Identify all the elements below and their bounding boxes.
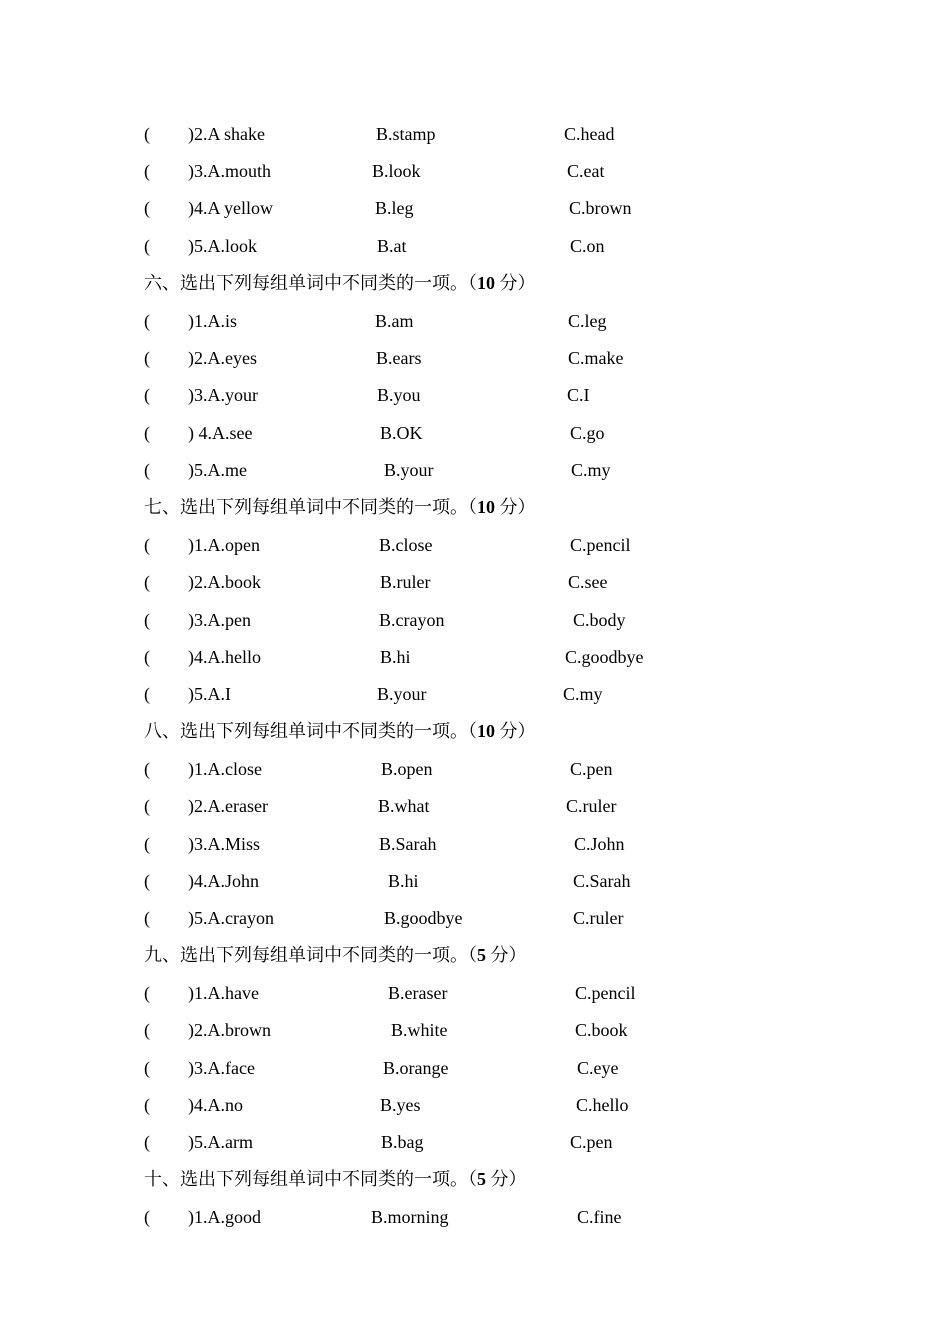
option-a: )3.A.face xyxy=(188,1058,255,1078)
option-a: )4.A yellow xyxy=(188,198,273,218)
option-b: B.look xyxy=(372,161,421,181)
option-b: B.morning xyxy=(371,1207,449,1227)
option-b: B.leg xyxy=(375,198,414,218)
option-b: B.what xyxy=(378,796,430,816)
answer-paren[interactable]: ( xyxy=(144,236,150,256)
question-row xyxy=(0,903,950,933)
answer-paren[interactable]: ( xyxy=(144,871,150,891)
question-row xyxy=(0,455,950,485)
option-b: B.hi xyxy=(388,871,419,891)
question-row xyxy=(0,530,950,560)
option-c: C.hello xyxy=(576,1095,629,1115)
option-b: B.open xyxy=(381,759,433,779)
section-heading xyxy=(144,1164,527,1194)
option-a: )3.A.pen xyxy=(188,610,251,630)
question-row xyxy=(0,418,950,448)
option-b: B.ruler xyxy=(380,572,431,592)
answer-paren[interactable]: ( xyxy=(144,124,150,144)
question-row xyxy=(0,829,950,859)
option-a: )4.A.John xyxy=(188,871,259,891)
answer-paren[interactable]: ( xyxy=(144,311,150,331)
option-b: B.bag xyxy=(381,1132,424,1152)
heading-score: 10 xyxy=(477,721,495,741)
question-row xyxy=(0,343,950,373)
question-row xyxy=(0,1202,950,1232)
option-b: B.yes xyxy=(380,1095,421,1115)
option-c: C.eat xyxy=(567,161,605,181)
option-b: B.orange xyxy=(383,1058,449,1078)
option-a: )5.A.look xyxy=(188,236,257,256)
answer-paren[interactable]: ( xyxy=(144,1132,150,1152)
option-c: C.Sarah xyxy=(573,871,631,891)
option-a: )2.A.brown xyxy=(188,1020,271,1040)
option-b: B.am xyxy=(375,311,414,331)
option-b: B.hi xyxy=(380,647,411,667)
answer-paren[interactable]: ( xyxy=(144,385,150,405)
question-row xyxy=(0,978,950,1008)
option-c: C.goodbye xyxy=(565,647,644,667)
option-c: C.pencil xyxy=(570,535,631,555)
option-c: C.my xyxy=(571,460,611,480)
option-c: C.brown xyxy=(569,198,632,218)
option-a: )1.A.is xyxy=(188,311,237,331)
question-row xyxy=(0,193,950,223)
answer-paren[interactable]: ( xyxy=(144,647,150,667)
option-c: C.see xyxy=(568,572,608,592)
heading-suffix: 分） xyxy=(495,273,536,293)
heading-suffix: 分） xyxy=(495,497,536,517)
question-row xyxy=(0,156,950,186)
question-row xyxy=(0,567,950,597)
option-a: )1.A.close xyxy=(188,759,262,779)
option-b: B.your xyxy=(377,684,427,704)
question-row xyxy=(0,231,950,261)
answer-paren[interactable]: ( xyxy=(144,198,150,218)
option-c: C.body xyxy=(573,610,626,630)
heading-prefix: 六、选出下列每组单词中不同类的一项。（ xyxy=(144,273,477,293)
answer-paren[interactable]: ( xyxy=(144,908,150,928)
answer-paren[interactable]: ( xyxy=(144,460,150,480)
question-row xyxy=(0,1090,950,1120)
answer-paren[interactable]: ( xyxy=(144,535,150,555)
option-a: )5.A.I xyxy=(188,684,231,704)
option-b: B.your xyxy=(384,460,434,480)
option-a: )4.A.hello xyxy=(188,647,261,667)
option-a: )5.A.arm xyxy=(188,1132,253,1152)
option-a: ) 4.A.see xyxy=(188,423,253,443)
option-b: B.goodbye xyxy=(384,908,463,928)
heading-prefix: 七、选出下列每组单词中不同类的一项。（ xyxy=(144,497,477,517)
option-a: )3.A.mouth xyxy=(188,161,271,181)
heading-suffix: 分） xyxy=(486,945,527,965)
option-c: C.pencil xyxy=(575,983,636,1003)
answer-paren[interactable]: ( xyxy=(144,684,150,704)
answer-paren[interactable]: ( xyxy=(144,983,150,1003)
option-a: )2.A.eyes xyxy=(188,348,257,368)
option-b: B.stamp xyxy=(376,124,436,144)
option-a: )2.A.eraser xyxy=(188,796,268,816)
option-c: C.I xyxy=(567,385,590,405)
answer-paren[interactable]: ( xyxy=(144,348,150,368)
option-a: )1.A.open xyxy=(188,535,260,555)
option-a: )3.A.your xyxy=(188,385,258,405)
option-c: C.ruler xyxy=(573,908,624,928)
option-c: C.ruler xyxy=(566,796,617,816)
option-a: )3.A.Miss xyxy=(188,834,261,854)
answer-paren[interactable]: ( xyxy=(144,423,150,443)
option-c: C.on xyxy=(570,236,605,256)
answer-paren[interactable]: ( xyxy=(144,572,150,592)
option-b: B.OK xyxy=(380,423,423,443)
answer-paren[interactable]: ( xyxy=(144,1207,150,1227)
option-b: B.crayon xyxy=(379,610,445,630)
option-a: )1.A.good xyxy=(188,1207,261,1227)
answer-paren[interactable]: ( xyxy=(144,796,150,816)
heading-score: 10 xyxy=(477,273,495,293)
option-c: C.my xyxy=(563,684,603,704)
heading-score: 10 xyxy=(477,497,495,517)
question-row xyxy=(0,642,950,672)
option-b: B.close xyxy=(379,535,433,555)
answer-paren[interactable]: ( xyxy=(144,759,150,779)
question-row xyxy=(0,1127,950,1157)
question-row xyxy=(0,306,950,336)
option-b: B.eraser xyxy=(388,983,448,1003)
option-b: B.you xyxy=(377,385,421,405)
question-row xyxy=(0,679,950,709)
option-c: C.John xyxy=(574,834,625,854)
option-c: C.go xyxy=(570,423,605,443)
question-row xyxy=(0,866,950,896)
option-c: C.pen xyxy=(570,759,613,779)
option-c: C.make xyxy=(568,348,624,368)
question-row xyxy=(0,754,950,784)
option-b: B.ears xyxy=(376,348,422,368)
option-a: )2.A shake xyxy=(188,124,265,144)
answer-paren[interactable]: ( xyxy=(144,834,150,854)
option-a: )2.A.book xyxy=(188,572,261,592)
answer-paren[interactable]: ( xyxy=(144,1095,150,1115)
option-a: )1.A.have xyxy=(188,983,259,1003)
option-a: )5.A.crayon xyxy=(188,908,274,928)
option-c: C.eye xyxy=(577,1058,619,1078)
answer-paren[interactable]: ( xyxy=(144,1058,150,1078)
heading-suffix: 分） xyxy=(495,721,536,741)
answer-paren[interactable]: ( xyxy=(144,161,150,181)
heading-prefix: 八、选出下列每组单词中不同类的一项。（ xyxy=(144,721,477,741)
option-c: C.leg xyxy=(568,311,607,331)
option-a: )5.A.me xyxy=(188,460,247,480)
heading-prefix: 十、选出下列每组单词中不同类的一项。（ xyxy=(144,1169,477,1189)
option-c: C.pen xyxy=(570,1132,613,1152)
heading-score: 5 xyxy=(477,945,486,965)
section-heading xyxy=(144,268,536,298)
question-row xyxy=(0,119,950,149)
option-b: B.white xyxy=(391,1020,448,1040)
question-row xyxy=(0,605,950,635)
section-heading xyxy=(144,940,527,970)
answer-paren[interactable]: ( xyxy=(144,610,150,630)
question-row xyxy=(0,1053,950,1083)
section-heading xyxy=(144,716,536,746)
heading-prefix: 九、选出下列每组单词中不同类的一项。（ xyxy=(144,945,477,965)
section-heading xyxy=(144,492,536,522)
question-row xyxy=(0,380,950,410)
heading-suffix: 分） xyxy=(486,1169,527,1189)
option-b: B.Sarah xyxy=(379,834,437,854)
option-c: C.head xyxy=(564,124,615,144)
option-c: C.book xyxy=(575,1020,628,1040)
option-a: )4.A.no xyxy=(188,1095,243,1115)
answer-paren[interactable]: ( xyxy=(144,1020,150,1040)
option-c: C.fine xyxy=(577,1207,622,1227)
question-row xyxy=(0,791,950,821)
heading-score: 5 xyxy=(477,1169,486,1189)
option-b: B.at xyxy=(377,236,407,256)
question-row xyxy=(0,1015,950,1045)
